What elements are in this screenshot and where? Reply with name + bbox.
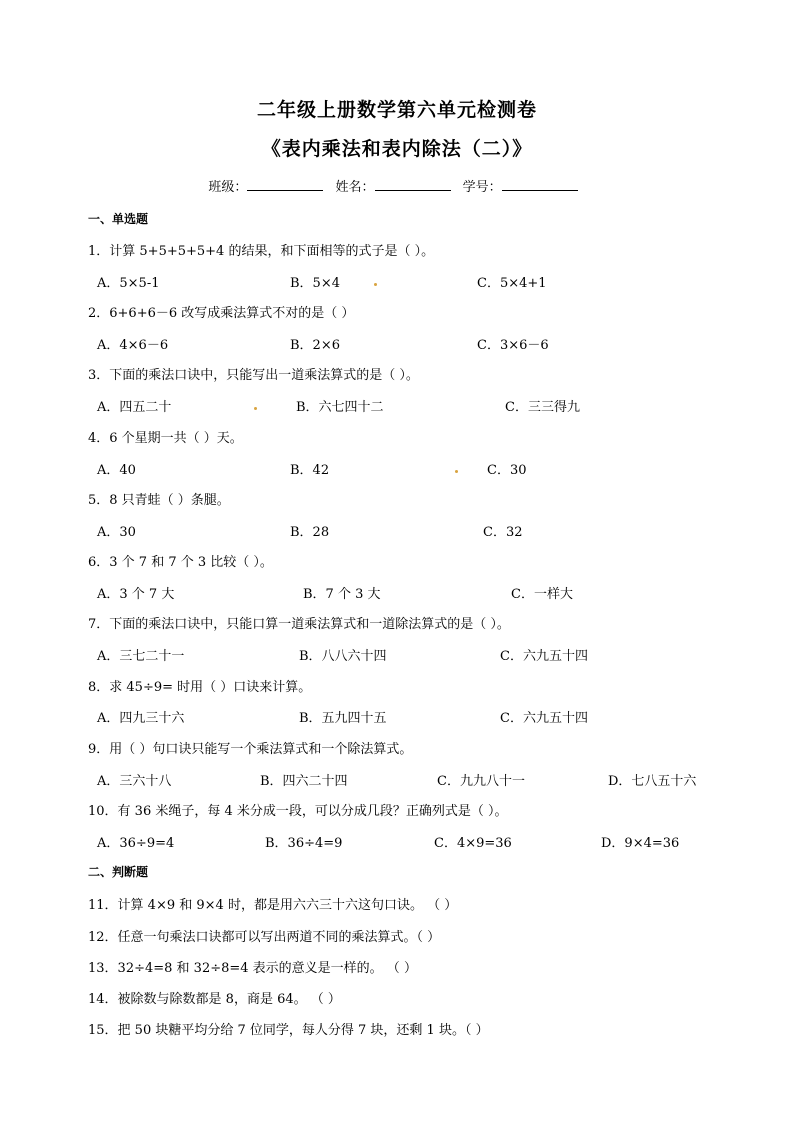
option-2c[interactable]: C．3×6－6 bbox=[477, 338, 549, 353]
judge-question-13: 13．32÷4=8 和 32÷8=4 表示的意义是一样的。 （ ） bbox=[88, 961, 417, 976]
option-5c[interactable]: C．32 bbox=[483, 525, 523, 540]
option-9b[interactable]: B．四六二十四 bbox=[260, 774, 348, 789]
class-blank[interactable] bbox=[247, 178, 323, 191]
decorative-dot bbox=[455, 470, 458, 473]
option-10c[interactable]: C．4×9=36 bbox=[434, 836, 512, 851]
option-1c[interactable]: C．5×4+1 bbox=[477, 276, 547, 291]
option-6c[interactable]: C．一样大 bbox=[511, 587, 573, 602]
question-7: 7．下面的乘法口诀中，只能口算一道乘法算式和一道除法算式的是（ ）。 bbox=[88, 617, 510, 632]
question-9: 9．用（ ）句口诀只能写一个乘法算式和一个除法算式。 bbox=[88, 742, 413, 757]
option-5b[interactable]: B．28 bbox=[290, 525, 330, 540]
question-3: 3．下面的乘法口诀中，只能写出一道乘法算式的是（ ）。 bbox=[88, 368, 419, 383]
option-4a[interactable]: A．40 bbox=[97, 463, 136, 478]
question-8: 8．求 45÷9= 时用（ ）口诀来计算。 bbox=[88, 680, 312, 695]
option-10b[interactable]: B．36÷4=9 bbox=[265, 836, 343, 851]
section-heading-judge: 二、判断题 bbox=[88, 865, 149, 879]
question-4: 4．6 个星期一共（ ）天。 bbox=[88, 431, 243, 446]
option-7b[interactable]: B．八八六十四 bbox=[299, 649, 387, 664]
options-row-9 bbox=[0, 770, 794, 790]
page-title: 二年级上册数学第六单元检测卷 bbox=[256, 99, 537, 121]
option-9a[interactable]: A．三六十八 bbox=[97, 774, 172, 789]
section-heading-choice: 一、单选题 bbox=[88, 212, 149, 226]
option-1b[interactable]: B．5×4 bbox=[290, 276, 340, 291]
question-6: 6．3 个 7 和 7 个 3 比较（ ）。 bbox=[88, 555, 273, 570]
option-1a[interactable]: A．5×5-1 bbox=[97, 276, 160, 291]
option-5a[interactable]: A．30 bbox=[97, 525, 136, 540]
option-6a[interactable]: A．3 个 7 大 bbox=[97, 587, 175, 602]
class-label: 班级： bbox=[208, 180, 248, 195]
decorative-dot bbox=[374, 283, 377, 286]
option-3a[interactable]: A．四五二十 bbox=[97, 400, 172, 415]
option-9c[interactable]: C．九九八十一 bbox=[437, 774, 525, 789]
options-row-10 bbox=[0, 832, 794, 852]
options-row-3 bbox=[0, 396, 794, 416]
options-row-8 bbox=[0, 707, 794, 727]
student-id-label: 学号： bbox=[462, 180, 502, 195]
option-7c[interactable]: C．六九五十四 bbox=[500, 649, 588, 664]
question-10: 10．有 36 米绳子，每 4 米分成一段，可以分成几段？正确列式是（ ）。 bbox=[88, 804, 508, 819]
option-8b[interactable]: B．五九四十五 bbox=[299, 711, 387, 726]
option-8a[interactable]: A．四九三十六 bbox=[97, 711, 185, 726]
option-2b[interactable]: B．2×6 bbox=[290, 338, 340, 353]
student-id-blank[interactable] bbox=[502, 178, 578, 191]
options-row-2 bbox=[0, 334, 794, 354]
question-5: 5．8 只青蛙（ ）条腿。 bbox=[88, 493, 230, 508]
question-1: 1．计算 5+5+5+5+4 的结果，和下面相等的式子是（ ）。 bbox=[88, 244, 435, 259]
judge-question-15: 15．把 50 块糖平均分给 7 位同学，每人分得 7 块，还剩 1 块。（ ） bbox=[88, 1023, 489, 1038]
options-row-5 bbox=[0, 521, 794, 541]
option-10d[interactable]: D．9×4=36 bbox=[601, 836, 680, 851]
option-8c[interactable]: C．六九五十四 bbox=[500, 711, 588, 726]
question-2: 2．6+6+6－6 改写成乘法算式不对的是（ ） bbox=[88, 306, 355, 321]
option-2a[interactable]: A．4×6－6 bbox=[97, 338, 169, 353]
decorative-dot bbox=[254, 407, 257, 410]
option-6b[interactable]: B．7 个 3 大 bbox=[303, 587, 381, 602]
name-label: 姓名： bbox=[335, 180, 375, 195]
option-3b[interactable]: B．六七四十二 bbox=[296, 400, 384, 415]
option-7a[interactable]: A．三七二十一 bbox=[97, 649, 185, 664]
judge-question-12: 12．任意一句乘法口诀都可以写出两道不同的乘法算式。（ ） bbox=[88, 930, 441, 945]
judge-question-14: 14．被除数与除数都是 8，商是 64。 （ ） bbox=[88, 992, 341, 1007]
options-row-4 bbox=[0, 459, 794, 479]
option-3c[interactable]: C．三三得九 bbox=[505, 400, 580, 415]
options-row-7 bbox=[0, 645, 794, 665]
name-blank[interactable] bbox=[375, 178, 451, 191]
options-row-1 bbox=[0, 272, 794, 292]
option-9d[interactable]: D．七八五十六 bbox=[608, 774, 697, 789]
student-info-line bbox=[0, 176, 794, 195]
page-subtitle: 《表内乘法和表内除法（二）》 bbox=[261, 138, 533, 160]
option-4c[interactable]: C．30 bbox=[487, 463, 527, 478]
options-row-6 bbox=[0, 583, 794, 603]
option-4b[interactable]: B．42 bbox=[290, 463, 330, 478]
option-10a[interactable]: A．36÷9=4 bbox=[97, 836, 175, 851]
judge-question-11: 11．计算 4×9 和 9×4 时，都是用六六三十六这句口诀。 （ ） bbox=[88, 898, 458, 913]
